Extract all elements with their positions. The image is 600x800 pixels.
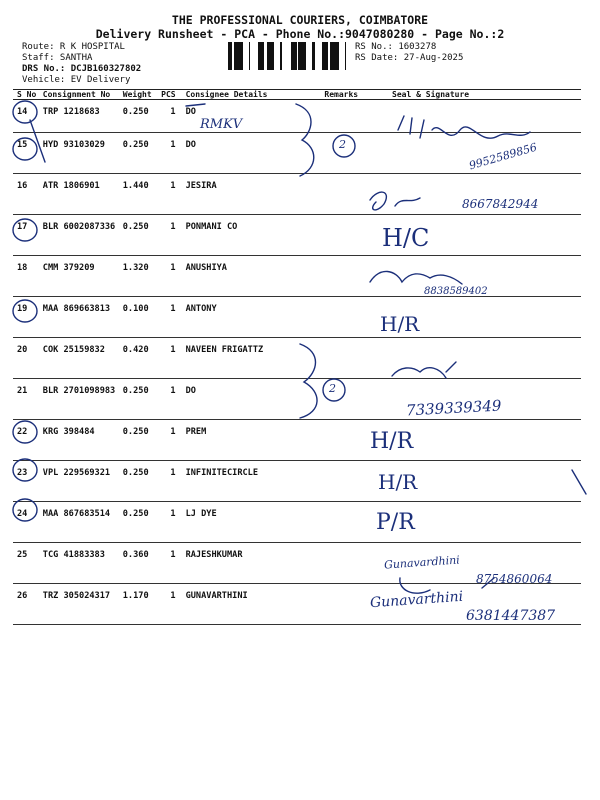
barcode-bar: [273, 42, 274, 70]
barcode-bar: [267, 42, 268, 70]
cell-weight: 0.250: [119, 215, 154, 256]
table-row: [13, 133, 581, 174]
cell-remarks: [320, 420, 376, 461]
staff-label: Staff: SANTHA: [22, 53, 93, 63]
cell-weight: 1.320: [119, 256, 154, 297]
cell-consignee: DO: [182, 379, 321, 420]
runsheet-table: [13, 89, 581, 625]
cell-consignee: PREM: [182, 420, 321, 461]
barcode-bar: [238, 42, 240, 70]
barcode-bar: [304, 42, 306, 70]
cell-weight: 0.250: [119, 379, 154, 420]
barcode-bar: [240, 42, 243, 70]
handwritten-receipt-19: H/R: [380, 312, 420, 336]
cell-seal: [376, 338, 581, 379]
handwritten-rmkv: RMKV: [200, 117, 243, 132]
vehicle-label: Vehicle: EV Delivery: [22, 75, 131, 85]
cell-consignee: ANTONY: [182, 297, 321, 338]
cell-pcs: 1: [154, 461, 182, 502]
barcode-bar: [294, 42, 297, 70]
cell-pcs: 1: [154, 420, 182, 461]
col-header-pcs: PCS: [154, 90, 182, 100]
barcode: [228, 42, 350, 70]
cell-seal: [376, 100, 581, 133]
barcode-bar: [334, 42, 336, 70]
handwritten-signature-25: Gunavardhini: [383, 553, 461, 572]
handwritten-phone-6: 6381447387: [466, 608, 556, 624]
cell-weight: 1.170: [119, 584, 154, 625]
cell-seal: [376, 584, 581, 625]
cell-remarks: [320, 584, 376, 625]
barcode-bar: [258, 42, 261, 70]
cell-remarks: [320, 543, 376, 584]
barcode-bar: [330, 42, 333, 70]
cell-sno: 23: [13, 461, 39, 502]
cell-remarks: [320, 256, 376, 297]
cell-consignee: NAVEEN FRIGATTZ: [182, 338, 321, 379]
cell-sno: 19: [13, 297, 39, 338]
col-header-consignee: Consignee Details: [182, 90, 321, 100]
table-row: [13, 256, 581, 297]
cell-consignment: BLR 2701098983: [39, 379, 119, 420]
cell-pcs: 1: [154, 379, 182, 420]
col-header-remarks: Remarks: [320, 90, 376, 100]
table-row: [13, 420, 581, 461]
cell-consignment: KRG 398484: [39, 420, 119, 461]
barcode-bar: [300, 42, 303, 70]
route-label: Route: R K HOSPITAL: [22, 42, 125, 52]
cell-seal: [376, 461, 581, 502]
cell-sno: 15: [13, 133, 39, 174]
cell-consignee: INFINITECIRCLE: [182, 461, 321, 502]
table-row: [13, 584, 581, 625]
barcode-bar: [292, 42, 294, 70]
handwritten-phone-5: 8754860064: [476, 572, 553, 586]
cell-pcs: 1: [154, 174, 182, 215]
table-header-row: [13, 90, 581, 100]
table-row: [13, 502, 581, 543]
cell-remarks: [320, 133, 376, 174]
cell-consignee: LJ DYE: [182, 502, 321, 543]
cell-weight: 0.100: [119, 297, 154, 338]
cell-weight: 0.360: [119, 543, 154, 584]
barcode-bar: [262, 42, 264, 70]
handwritten-receipt-23: H/R: [378, 470, 418, 494]
cell-remarks: [320, 100, 376, 133]
cell-weight: 1.440: [119, 174, 154, 215]
cell-pcs: 1: [154, 338, 182, 379]
drs-number: DRS No.: DCJB160327802: [22, 64, 142, 74]
cell-consignment: BLR 6002087336: [39, 215, 119, 256]
col-header-sno: S No: [13, 90, 39, 100]
barcode-bar: [261, 42, 262, 70]
cell-remarks: [320, 174, 376, 215]
cell-sno: 17: [13, 215, 39, 256]
cell-weight: 0.420: [119, 338, 154, 379]
handwritten-phone-1: 9952589856: [467, 140, 539, 173]
cell-seal: [376, 297, 581, 338]
cell-pcs: 1: [154, 100, 182, 133]
cell-sno: 14: [13, 100, 39, 133]
handwritten-phone-4: 7339339349: [405, 396, 502, 420]
table-row: [13, 543, 581, 584]
handwritten-receipt-17: H/C: [382, 224, 430, 252]
barcode-bar: [249, 42, 250, 70]
barcode-bar: [291, 42, 292, 70]
barcode-bar: [322, 42, 324, 70]
handwritten-phone-2: 8667842944: [462, 197, 539, 211]
cell-seal: [376, 379, 581, 420]
cell-sno: 18: [13, 256, 39, 297]
barcode-bar: [268, 42, 270, 70]
cell-consignee: ANUSHIYA: [182, 256, 321, 297]
cell-pcs: 1: [154, 256, 182, 297]
cell-consignment: CMM 379209: [39, 256, 119, 297]
cell-seal: [376, 502, 581, 543]
cell-remarks: [320, 297, 376, 338]
cell-consignment: TRP 1218683: [39, 100, 119, 133]
cell-remarks: [320, 338, 376, 379]
barcode-bar: [324, 42, 327, 70]
cell-consignee: DO: [182, 100, 321, 133]
cell-sno: 24: [13, 502, 39, 543]
table-row: [13, 297, 581, 338]
cell-pcs: 1: [154, 584, 182, 625]
cell-sno: 16: [13, 174, 39, 215]
cell-consignment: TCG 41883383: [39, 543, 119, 584]
cell-pcs: 1: [154, 297, 182, 338]
table-row: [13, 379, 581, 420]
cell-consignment: VPL 229569321: [39, 461, 119, 502]
cell-consignee: PONMANI CO: [182, 215, 321, 256]
barcode-bar: [234, 42, 237, 70]
sheet-title: THE PROFESSIONAL COURIERS, COIMBATORE: [171, 13, 429, 27]
cell-seal: [376, 256, 581, 297]
cell-weight: 0.250: [119, 420, 154, 461]
cell-sno: 21: [13, 379, 39, 420]
barcode-bar: [336, 42, 339, 70]
barcode-bar: [228, 42, 231, 70]
barcode-bar: [303, 42, 304, 70]
barcode-bar: [298, 42, 300, 70]
cell-sno: 20: [13, 338, 39, 379]
cell-remarks: [320, 215, 376, 256]
rs-number: RS No.: 1603278: [355, 42, 437, 52]
barcode-bar: [280, 42, 282, 70]
cell-sno: 22: [13, 420, 39, 461]
cell-seal: [376, 174, 581, 215]
col-header-consignment: Consignment No: [39, 90, 119, 100]
cell-consignment: MAA 867683514: [39, 502, 119, 543]
circled-number-2-bottom: 2: [329, 382, 336, 395]
table-row: [13, 215, 581, 256]
barcode-bar: [312, 42, 315, 70]
rs-date: RS Date: 27-Aug-2025: [355, 53, 464, 63]
handwritten-signature-26: Gunavarthini: [369, 588, 464, 612]
cell-consignment: COK 25159832: [39, 338, 119, 379]
cell-consignment: MAA 869663813: [39, 297, 119, 338]
cell-pcs: 1: [154, 215, 182, 256]
handwritten-phone-3: 8838589402: [424, 286, 488, 297]
circled-number-2-top: 2: [339, 138, 346, 151]
table-row: [13, 461, 581, 502]
cell-sno: 26: [13, 584, 39, 625]
cell-seal: [376, 420, 581, 461]
barcode-bar: [327, 42, 328, 70]
table-row: [13, 338, 581, 379]
cell-pcs: 1: [154, 133, 182, 174]
barcode-bar: [237, 42, 238, 70]
cell-consignment: ATR 1806901: [39, 174, 119, 215]
cell-remarks: [320, 502, 376, 543]
cell-pcs: 1: [154, 502, 182, 543]
cell-remarks: [320, 461, 376, 502]
barcode-bar: [270, 42, 273, 70]
cell-seal: [376, 543, 581, 584]
cell-consignee: DO: [182, 133, 321, 174]
barcode-bar: [345, 42, 346, 70]
cell-consignee: JESIRA: [182, 174, 321, 215]
sheet-subtitle: Delivery Runsheet - PCA - Phone No.:9047080280 - Page No.:2: [95, 27, 505, 41]
cell-weight: 0.250: [119, 461, 154, 502]
cell-consignee: RAJESHKUMAR: [182, 543, 321, 584]
cell-consignment: HYD 93103029: [39, 133, 119, 174]
cell-weight: 0.250: [119, 100, 154, 133]
barcode-bar: [333, 42, 334, 70]
cell-weight: 0.250: [119, 502, 154, 543]
cell-sno: 25: [13, 543, 39, 584]
barcode-bar: [231, 42, 232, 70]
handwritten-receipt-24: P/R: [376, 510, 415, 535]
col-header-weight: Weight: [119, 90, 154, 100]
cell-seal: [376, 215, 581, 256]
cell-weight: 0.250: [119, 133, 154, 174]
cell-remarks: [320, 379, 376, 420]
cell-consignee: GUNAVARTHINI: [182, 584, 321, 625]
table-row: [13, 174, 581, 215]
cell-consignment: TRZ 305024317: [39, 584, 119, 625]
table-row: [13, 100, 581, 133]
handwritten-receipt-22: H/R: [370, 429, 414, 454]
col-header-seal: Seal & Signature: [376, 90, 581, 100]
cell-pcs: 1: [154, 543, 182, 584]
cell-seal: [376, 133, 581, 174]
